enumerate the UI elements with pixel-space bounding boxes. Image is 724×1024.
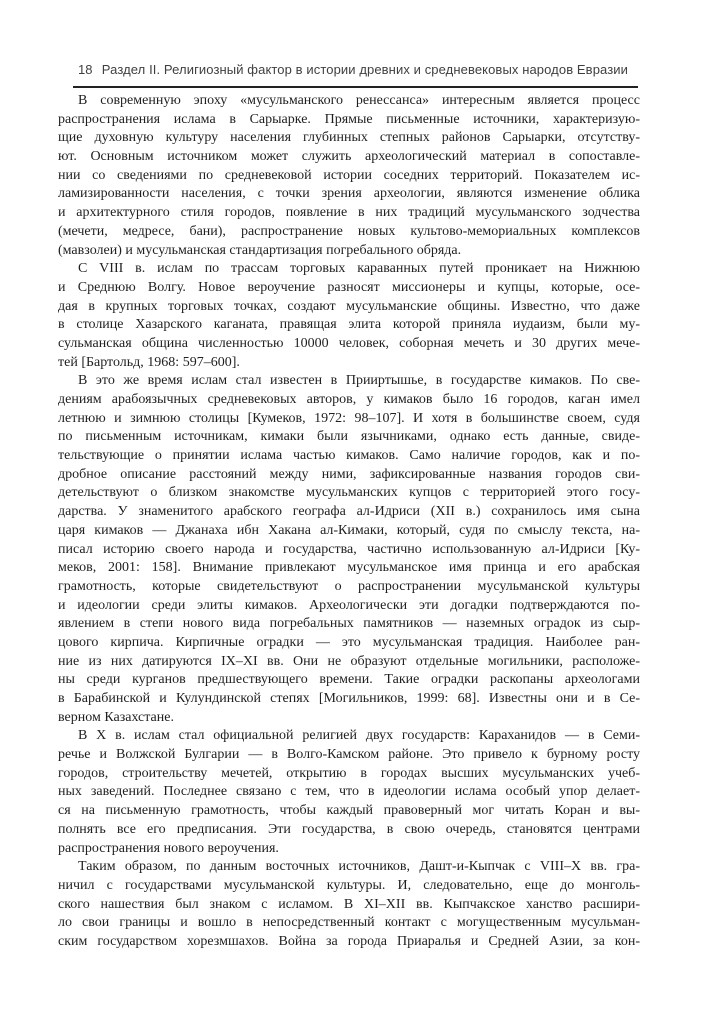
text-line: нии со сведениями по средневековой истории соседних территорий. Показателем ис-	[58, 167, 640, 183]
text-line: тельствующие о принятии ислама частью кимаков. Само наличие городов, как и по-	[58, 448, 640, 464]
text-line: тей [Бартольд, 1968: 597–600].	[58, 354, 240, 370]
page-header	[58, 62, 640, 77]
text-line: и архитектурного стиля городов, появление в них традиций мусульманского зодчества	[58, 205, 640, 221]
text-line: и Среднюю Волгу. Новое вероучение разносят миссионеры и купцы, которые, осе-	[58, 279, 640, 295]
text-line: царя кимаков — Джанаха ибн Хакана ал-Кимаки, который, судя по смыслу текста, на-	[58, 522, 640, 538]
text-line: щие духовную культуру населения глубинных степных районов Сарыарки, отсутству-	[58, 130, 640, 146]
page-body	[58, 92, 640, 952]
text-line: ламизированности населения, с точки зрения археологии, являются изменение облика	[58, 186, 640, 202]
text-line: ние из них датируются IX–XI вв. Они не образуют отдельные могильники, расположе-	[58, 653, 640, 669]
text-line: сульманская община численностью 10000 человек, соборная мечеть и 30 других мече-	[58, 335, 640, 351]
header-rule	[73, 86, 638, 88]
text-line: В X в. ислам стал официальной религией двух государств: Караханидов — в Семи-	[78, 728, 640, 744]
text-line: распространения ислама в Сарыарке. Прямые письменные источники, характеризую-	[58, 111, 640, 127]
text-line: меков, 2001: 158]. Внимание привлекают мусульманское имя принца и его арабская	[58, 560, 640, 576]
text-line: речье и Волжской Булгарии — в Волго-Камском районе. Это привело к бурному росту	[58, 747, 640, 763]
text-line: (мечети, медресе, бани), распространение новых культово-мемориальных комплексов	[58, 223, 640, 239]
text-line: (мавзолеи) и мусульманская стандартизация погребального обряда.	[58, 242, 462, 258]
text-line: дая в крупных торговых точках, создают мусульманские общины. Известно, что даже	[58, 298, 640, 314]
text-line: С VIII в. ислам по трассам торговых караванных путей проникает на Нижнюю	[78, 261, 640, 277]
text-line: детельствуют о близком знакомстве мусульманских купцов с территорией этого госу-	[58, 485, 640, 501]
text-line: дарства. У знаменитого арабского географа ал-Идриси (XII в.) сохранилось имя сына	[58, 504, 640, 520]
text-line: в Барабинской и Кулундинской степях [Могильников, 1999: 68]. Известны они и в Се-	[58, 691, 640, 706]
text-line: и идеологии среди элиты кимаков. Археологически эти догадки подтверждаются по-	[58, 597, 640, 613]
text-line: ского нашествия был знаком с исламом. В XI–XII вв. Кыпчакское ханство расшири-	[58, 896, 640, 912]
text-line: в столице Хазарского каганата, правящая элита которой приняла иудаизм, были му-	[58, 317, 640, 333]
text-line: В это же время ислам стал известен в Прииртышье, в государстве кимаков. По све-	[78, 373, 640, 389]
text-line: ским государством хорезмшахов. Война за города Приаралья и Средней Азии, за кон-	[58, 933, 640, 949]
text-line: Таким образом, по данным восточных источников, Дашт-и-Кыпчак с VIII–X вв. гра-	[78, 859, 640, 875]
text-line: городов, строительству мечетей, открытию в городах высших мусульманских учеб-	[58, 765, 640, 781]
running-title: Раздел II. Религиозный фактор в истории древних и средневековых народов Евразии	[101, 62, 628, 77]
text-line: грамотность, которые свидетельствуют о распространении мусульманской культуры	[58, 578, 640, 594]
text-line: цового кирпича. Кирпичные оградки — это мусульманская традиция. Наиболее ран-	[58, 634, 640, 650]
text-line: распространения нового вероучения.	[58, 840, 279, 856]
text-line: В современную эпоху «мусульманского ренессанса» интересным является процесс	[78, 93, 640, 108]
text-line: ных заведений. Последнее связано с тем, что в идеологии ислама особый упор делает-	[58, 784, 640, 800]
text-line: дениям арабоязычных средневековых авторов, у кимаков было 16 городов, каган имел	[58, 392, 640, 407]
text-line: ны среди курганов предшествующего времени. Такие оградки раскопаны археологами	[58, 672, 640, 688]
text-line: по письменным источникам, кимаки были язычниками, однако есть данные, свиде-	[58, 429, 640, 445]
text-line: ничил с государствами мусульманской культуры. И, следовательно, еще до монголь-	[58, 877, 640, 893]
paragraph	[58, 858, 640, 951]
paragraph	[58, 260, 640, 372]
text-line: писал историю своего народа и государства, частично использованную ал-Идриси [Ку-	[58, 541, 640, 557]
text-line: явлением в степи нового вида погребальных памятников — наземных оградок из сыр-	[58, 616, 640, 632]
text-line: верном Казахстане.	[58, 709, 174, 725]
text-line: полнять все его предписания. Эти государства, в свою очередь, становятся центрами	[58, 821, 640, 837]
page-number: 18	[78, 62, 93, 77]
text-line: ют. Основным источником может служить археологический материал в сопоставле-	[58, 149, 640, 165]
text-line: дробное описание расстояний между ними, зафиксированные названия городов сви-	[58, 466, 640, 482]
text-line: ся на письменную грамотность, чтобы каждый правоверный мог читать Коран и вы-	[58, 803, 640, 819]
paragraph	[58, 92, 640, 260]
paragraph	[58, 372, 640, 727]
text-line: ло свои границы и вошло в непосредственный контакт с могущественным мусульман-	[58, 915, 640, 931]
paragraph	[58, 727, 640, 858]
text-line: летнюю и зимнюю столицы [Кумеков, 1972: 98–107]. И хотя в большинстве своем, судя	[58, 410, 640, 426]
